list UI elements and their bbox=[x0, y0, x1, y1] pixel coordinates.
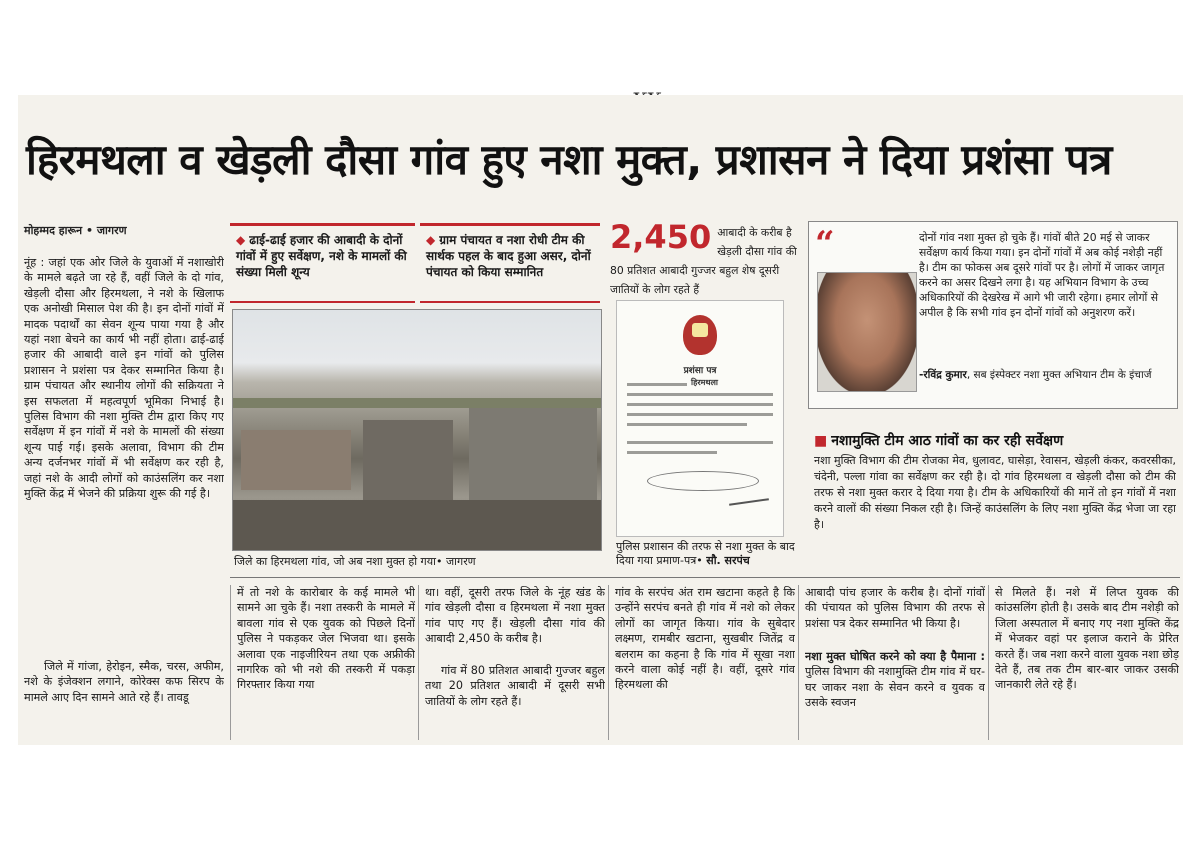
bottom-column-5-para-2 bbox=[805, 649, 985, 735]
certificate-caption-bullet: • bbox=[696, 554, 707, 567]
byline-bullet: • bbox=[86, 224, 97, 237]
bottom-column-4-text: गांव के सरपंच अंत राम खटाना कहते है कि उन्होंने सरपंच बनते ही गांव में नशे को लेकर लोगों का जागृत किया। गांव के सुबेदार लक्ष्मण, रामबीर खटाना, सुखबीर जितेंद्र व बलराम का कहना है कि गांव में सूखा नशा करने वाला कोई नहीं है। वहीं, दूसरे गांव हिरमथला की bbox=[615, 586, 795, 692]
quote-text: दोनों गांव नशा मुक्त हो चुके हैं। गांवों बीते 20 मई से जाकर सर्वेक्षण कार्य किया गया। इन दोनों गांवों में अब कोई नशेड़ी नहीं है। टीम का फोकस अब दूसरे गांवों पर है। लोगों में जाकर जागृत करने का असर दिखने लगा है। यह अभियान विभाग के उच्च अधिकारियों की देखरेख में आगे भी जारी रहेगा। हमार लोगों से अपील है कि सभी गांव इन दोनों गांवों को अनुशरण करें। bbox=[919, 231, 1165, 319]
officer-portrait bbox=[817, 272, 917, 392]
byline-source: जागरण bbox=[96, 224, 127, 237]
police-emblem-icon bbox=[683, 315, 717, 355]
certificate-image bbox=[616, 300, 784, 537]
photo-building-1 bbox=[241, 430, 351, 490]
certificate-text-line-1 bbox=[627, 383, 687, 386]
column-1 bbox=[24, 255, 224, 743]
certificate-village: हिरमथला bbox=[691, 378, 718, 387]
photo-tree-line bbox=[233, 398, 601, 408]
column-1-para-2: जिले में गांजा, हेरोइन, स्मैक, चरस, अफीम, नशे के इंजेक्शन लगाने, कोरेक्स कफ सिरप के मामले आए दिन सामने आते रहे हैं। तावडू bbox=[24, 660, 224, 704]
bottom-column-3-para-1: था। वहीं, दूसरी तरफ जिले के नूंह खंड के गांव खेड़ली दौसा व हिरमथला में नशा मुक्त गांव पाए गए हैं। खेड़ली दौसा गांव की आबादी 2,450 के करीब है। bbox=[425, 586, 605, 646]
stat-number: 2,450 bbox=[610, 218, 712, 256]
side-story-bullet: ■ bbox=[814, 433, 828, 449]
bottom-column-2 bbox=[230, 585, 415, 740]
subhead-1 bbox=[230, 223, 415, 303]
certificate-text-line-7 bbox=[627, 451, 717, 454]
side-story-text: नशा मुक्ति विभाग की टीम रोजका मेव, धुलावट, घासेड़ा, रेवासन, खेड़ली कंकर, कवरसीका, चंदेनी, पल्ला गांवा का सर्वेक्षण कर रही है। दो गांव हिरमथला व खेड़ली दौसा को टीम की तरफ से नशा मुक्त करार दे दिया गया है। टीम के अधिकारियों की मानें तो इन गांवों में नशा करने वालों की संख्या निकल रही है। जिन्हें काउंसलिंग के लिए नशा मुक्ति केंद्र भेजा जा रहा है। bbox=[814, 454, 1176, 531]
subhead-1-bullet: ◆ bbox=[236, 233, 246, 247]
side-story-heading bbox=[814, 431, 1174, 450]
stat-box bbox=[610, 218, 800, 296]
quote-attribution bbox=[919, 368, 1171, 382]
bottom-column-3-para-2: गांव में 80 प्रतिशत आबादी गुज्जर बहुल तथा 20 प्रतिशत आबादी में दूसरी सभी जातियों के लोग रहते हैं। bbox=[425, 664, 605, 708]
subhead-2-text: ग्राम पंचायत व नशा रोधी टीम की सार्थक पहल के बाद हुआ असर, दोनों पंचायत को किया सम्मानित bbox=[426, 233, 591, 279]
photo-rooftop bbox=[233, 500, 601, 550]
certificate-text-line-4 bbox=[627, 413, 773, 416]
side-story-heading-text: नशामुक्ति टीम आठ गांवों का कर रही सर्वेक्षण bbox=[831, 433, 1064, 449]
headline: हिरमथला व खेड़ली दौसा गांव हुए नशा मुक्त, प्रशासन ने दिया प्रशंसा पत्र bbox=[26, 135, 1112, 184]
bottom-column-6 bbox=[988, 585, 1179, 740]
photo-building-2 bbox=[363, 420, 453, 500]
photo-building-3 bbox=[469, 406, 597, 506]
bottom-separator bbox=[230, 577, 1180, 578]
certificate-caption bbox=[616, 540, 802, 568]
bottom-column-5-subtext: पुलिस विभाग की नशामुक्ति टीम गांव में घर-घर जाकर नशा के सेवन करने व युवक व उसके स्वजन bbox=[805, 665, 985, 710]
bottom-column-6-text: से मिलते हैं। नशे में लिप्त युवक की कांउसलिंग होती है। उसके बाद टीम नशेड़ी को जिला अस्पताल में बनाए गए नशा मुक्ति केंद्र में भेजकर वहां पर इलाज कराने के प्रेरित करते हैं। जब नशा करने वाला युवक नशा छोड़ देते हैं, तब तक टीम बार-बार जाकर उसकी जानकारी लेते रहे हैं। bbox=[995, 586, 1179, 692]
certificate-title: प्रशंसा पत्र bbox=[683, 366, 717, 376]
certificate-text-line-3 bbox=[627, 403, 773, 406]
certificate-text-line-2 bbox=[627, 393, 773, 396]
column-1-para-1: नूंह : जहां एक ओर जिले के युवाओं में नशाखोरी के मामले बढ़ते जा रहे हैं, वहीं जिले के दो गांव, खेड़ली दौसा और हिरमथला, ने नशे के खिलाफ एक अनोखी मिसाल पेश की है। इन दोनों गांवों में मादक पदार्थों का सेवन शून्य पाया गया है और यहां नशा बेचने का कार्य भी नहीं होता। ढाई-ढाई हजार की आबादी वाले इन गांवों को पुलिस प्रशासन ने प्रशंसा पत्र देकर सम्मानित किया है। ग्राम पंचायत और स्थानीय लोगों की सक्रियता ने इस सफलता में महत्वपूर्ण भूमिका निभाई है। पुलिस विभाग की नशा मुक्ति टीम द्वारा किए गए सर्वेक्षण में इन गांवों में नशे के मामलों की संख्या शून्य पाई गई। इसके अलावा, विभाग की टीम अन्य दर्जनभर गांवों में भी सर्वेक्षण कर रही है, जहां नशे के आदी लोगों को काउंसलिंग कर नशा मुक्ति केंद्र में भेजने की प्रक्रिया शुरू की गई है। bbox=[24, 256, 224, 501]
subhead-2 bbox=[420, 223, 600, 303]
bottom-column-5-para-1: आबादी पांच हजार के करीब है। दोनों गांवों की पंचायत को पुलिस विभाग की तरफ से प्रशंसा पत्र देकर सम्मानित भी किया है। bbox=[805, 586, 985, 630]
bottom-column-5-subhead: नशा मुक्त घोषित करने को क्या है पैमाना : bbox=[805, 650, 985, 663]
stat-text: आबादी के करीब है खेड़ली दौसा गांव की 80 प्रतिशत आबादी गुज्जर बहुल शेष दूसरी जातियों के लोग रहते हैं bbox=[610, 226, 797, 296]
byline-author: मोहम्मद हारून bbox=[24, 224, 83, 237]
quote-name: -रविंद्र कुमार bbox=[919, 369, 967, 381]
certificate-stamp-icon bbox=[647, 471, 759, 491]
photo-caption bbox=[234, 555, 604, 569]
subhead-2-bullet: ◆ bbox=[426, 233, 436, 247]
certificate-text-line-6 bbox=[627, 441, 773, 444]
bottom-column-5 bbox=[798, 585, 985, 740]
bottom-column-3 bbox=[418, 585, 605, 740]
quote-designation: , सब इंस्पेक्टर नशा मुक्त अभियान टीम के इंचार्ज bbox=[966, 369, 1152, 381]
newspaper-clipping bbox=[18, 95, 1183, 745]
bottom-column-2-text: में तो नशे के कारोबार के कई मामले भी सामने आ चुके हैं। नशा तस्करी के मामले में बावला गांव से एक युवक को पिछले दिनों पुलिस ने पकड़कर जेल भिजवा था। इसके अलावा एक नाइजीरियन तथा एक अफ्रीकी नागरिक को भी नशे की तस्करी में पकड़ा गिरफ्तार किया गया bbox=[237, 586, 415, 692]
subhead-1-text: ढाई-ढाई हजार की आबादी के दोनों गांवों में हुए सर्वेक्षण, नशे के मामलों की संख्या मिली शून्य bbox=[236, 233, 407, 279]
certificate-signature-icon bbox=[729, 498, 769, 506]
photo-caption-credit: जागरण bbox=[445, 555, 476, 568]
certificate-caption-credit: सौ. सरपंच bbox=[706, 554, 750, 567]
quote-box bbox=[808, 221, 1178, 409]
photo-caption-text: जिले का हिरमथला गांव, जो अब नशा मुक्त हो गया bbox=[234, 555, 436, 568]
byline bbox=[24, 223, 127, 238]
certificate-caption-text: पुलिस प्रशासन की तरफ से नशा मुक्त के बाद दिया गया प्रमाण-पत्र bbox=[616, 540, 795, 567]
village-photo bbox=[232, 309, 602, 551]
photo-caption-bullet: • bbox=[435, 555, 446, 568]
bottom-column-4 bbox=[608, 585, 795, 740]
quote-mark-icon: “ bbox=[815, 224, 835, 264]
certificate-text-line-5 bbox=[627, 423, 747, 426]
